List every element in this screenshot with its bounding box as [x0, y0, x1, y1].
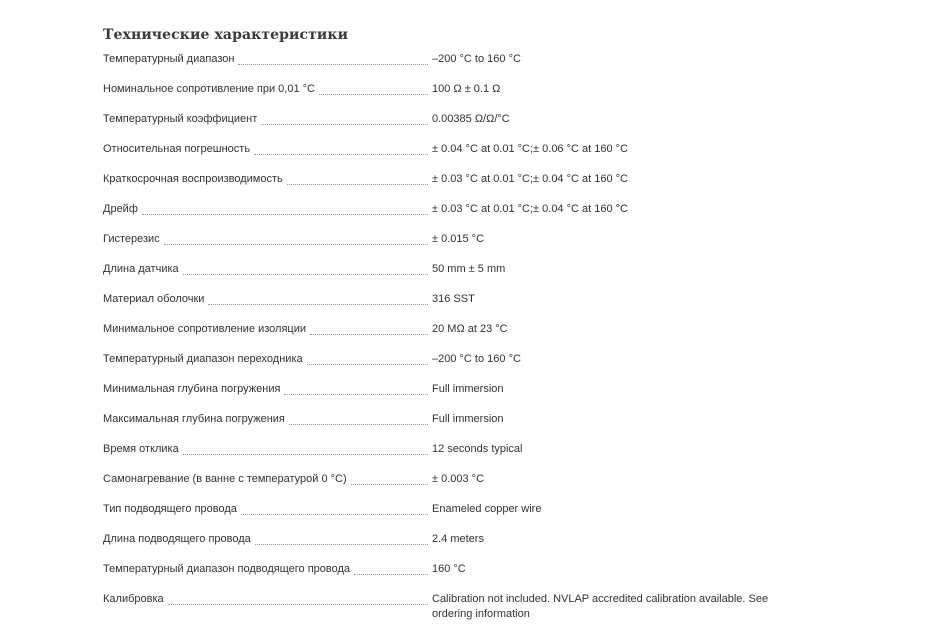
dotted-leader — [238, 64, 428, 65]
spec-row — [103, 168, 783, 198]
spec-label-container — [103, 52, 428, 67]
spec-label: Гистерезис — [103, 233, 160, 245]
spec-value: Enameled copper wire — [432, 503, 542, 515]
dotted-leader — [261, 124, 428, 125]
dotted-leader — [164, 244, 428, 245]
dotted-leader — [183, 274, 428, 275]
spec-row — [103, 348, 783, 378]
spec-row — [103, 198, 783, 228]
spec-label: Температурный диапазон переходника — [103, 353, 303, 365]
spec-label-container — [103, 412, 428, 427]
spec-label: Минимальное сопротивление изоляции — [103, 323, 307, 335]
spec-label-container — [103, 292, 428, 307]
spec-label-container — [103, 472, 428, 487]
spec-label-container — [103, 232, 428, 247]
dotted-leader — [183, 454, 428, 455]
spec-value: 2.4 meters — [432, 533, 484, 545]
spec-label-container — [103, 112, 428, 127]
dotted-leader — [307, 364, 428, 365]
spec-row — [103, 468, 783, 498]
spec-label: Номинальное сопротивление при 0,01 °C — [103, 83, 315, 95]
spec-row — [103, 228, 783, 258]
dotted-leader — [208, 304, 428, 305]
spec-label-container — [103, 352, 428, 367]
spec-label: Калибровка — [103, 593, 164, 605]
spec-value: 100 Ω ± 0.1 Ω — [432, 83, 501, 95]
spec-value: ± 0.015 °C — [432, 233, 485, 245]
spec-label: Самонагревание (в ванне с температурой 0 °C) — [103, 473, 347, 485]
spec-row — [103, 108, 783, 138]
spec-label-container — [103, 82, 428, 97]
spec-row — [103, 288, 783, 318]
spec-row — [103, 48, 783, 78]
spec-row — [103, 438, 783, 468]
dotted-leader — [284, 394, 428, 395]
spec-label: Краткосрочная воспроизводимость — [103, 173, 283, 185]
spec-value: ± 0.04 °C at 0.01 °C;± 0.06 °C at 160 °C — [432, 143, 628, 155]
dotted-leader — [254, 154, 428, 155]
dotted-leader — [287, 184, 428, 185]
spec-value: 12 seconds typical — [432, 443, 523, 455]
spec-label: Температурный коэффициент — [103, 113, 258, 125]
spec-label: Тип подводящего провода — [103, 503, 237, 515]
spec-label: Минимальная глубина погружения — [103, 383, 281, 395]
spec-value: 0.00385 Ω/Ω/°C — [432, 113, 510, 125]
spec-label: Длина подводящего провода — [103, 533, 251, 545]
spec-row — [103, 318, 783, 348]
spec-label: Максимальная глубина погружения — [103, 413, 285, 425]
spec-label-container — [103, 202, 428, 217]
spec-label: Температурный диапазон подводящего провода — [103, 563, 351, 575]
spec-label-container — [103, 382, 428, 397]
spec-label: Температурный диапазон — [103, 53, 235, 65]
spec-label: Время отклика — [103, 443, 179, 455]
section-title: Технические характеристики — [103, 27, 349, 43]
spec-label-container — [103, 142, 428, 157]
spec-row — [103, 408, 783, 438]
spec-value: ± 0.03 °C at 0.01 °C;± 0.04 °C at 160 °C — [432, 203, 628, 215]
spec-row — [103, 138, 783, 168]
spec-label-container — [103, 262, 428, 277]
spec-label-container — [103, 592, 428, 607]
spec-value: Calibration not included. NVLAP accredited calibration available. See ordering information — [432, 593, 769, 620]
spec-value: 316 SST — [432, 293, 475, 305]
spec-value: 160 °C — [432, 563, 466, 575]
spec-row — [103, 588, 783, 618]
dotted-leader — [310, 334, 428, 335]
dotted-leader — [255, 544, 428, 545]
dotted-leader — [142, 214, 428, 215]
spec-label: Относительная погрешность — [103, 143, 251, 155]
spec-value: ± 0.003 °C — [432, 473, 485, 485]
specifications-section — [103, 24, 783, 618]
spec-value: 50 mm ± 5 mm — [432, 263, 506, 275]
spec-label-container — [103, 502, 428, 517]
spec-value: ± 0.03 °C at 0.01 °C;± 0.04 °C at 160 °C — [432, 173, 628, 185]
dotted-leader — [319, 94, 428, 95]
spec-row — [103, 258, 783, 288]
spec-row — [103, 528, 783, 558]
spec-value: Full immersion — [432, 383, 504, 395]
spec-label: Материал оболочки — [103, 293, 205, 305]
spec-label: Дрейф — [103, 203, 138, 215]
spec-row — [103, 78, 783, 108]
dotted-leader — [354, 574, 428, 575]
spec-value: Full immersion — [432, 413, 504, 425]
spec-label: Длина датчика — [103, 263, 179, 275]
spec-value: 20 MΩ at 23 °C — [432, 323, 508, 335]
spec-label-container — [103, 562, 428, 577]
dotted-leader — [241, 514, 428, 515]
spec-label-container — [103, 322, 428, 337]
spec-label-container — [103, 442, 428, 457]
spec-label-container — [103, 532, 428, 547]
dotted-leader — [351, 484, 428, 485]
dotted-leader — [168, 604, 428, 605]
spec-value: –200 °C to 160 °C — [432, 353, 521, 365]
spec-value: –200 °C to 160 °C — [432, 53, 521, 65]
spec-row — [103, 498, 783, 528]
spec-label-container — [103, 172, 428, 187]
dotted-leader — [289, 424, 428, 425]
spec-row — [103, 378, 783, 408]
spec-row — [103, 558, 783, 588]
